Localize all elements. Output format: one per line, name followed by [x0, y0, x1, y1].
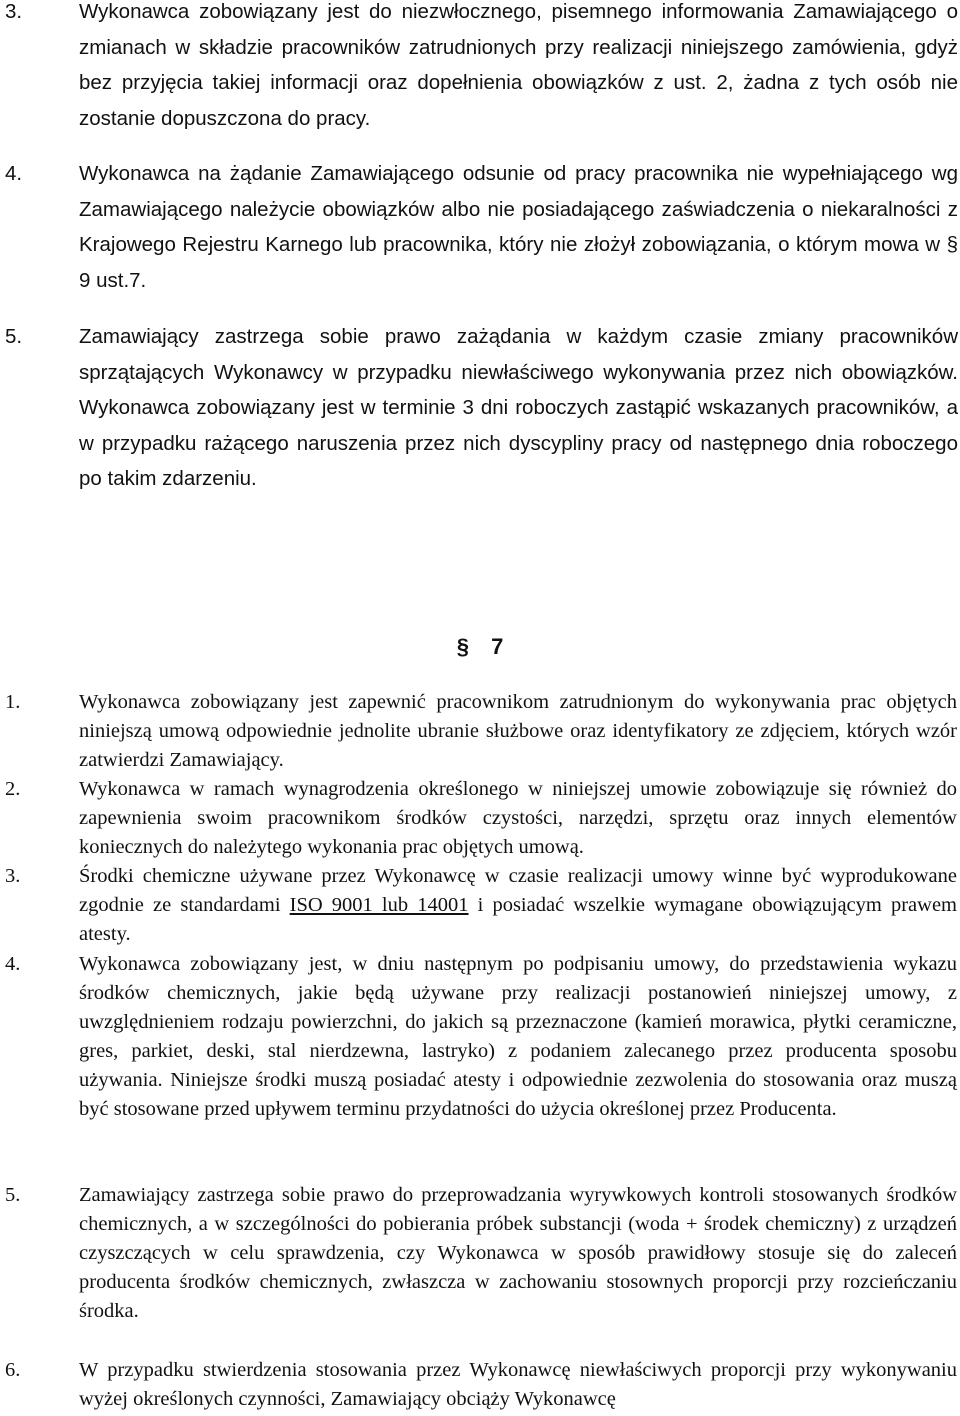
item-text: Wykonawca zobowiązany jest do niezwłocznego, pisemnego informowania Zamawiającego o zmianach w składzie pracowników zatrudnionych przy realizacji niniejszego zamówienia, gdyż bez przyjęcia takiej informacji oraz dopełnienia obowiązków z ust. 2, żadna z tych osób nie zostanie dopuszczona do pracy.: [79, 0, 958, 130]
section-number: 7: [491, 634, 504, 659]
item-number: 1.: [5, 691, 21, 713]
list-item-1: [0, 688, 957, 775]
item-number: 3.: [5, 0, 23, 23]
item-text: Zamawiający zastrzega sobie prawo zażądania w każdym czasie zmiany pracowników sprzątających Wykonawcy w przypadku niewłaściwego wykonywania przez nich obowiązków. Wykonawca zobowiązany jest w terminie 3 dni roboczych zastąpić wskazanych pracowników, a w przypadku rażącego naruszenia przez nich dyscypliny pracy od następnego dnia roboczego po takim zdarzeniu.: [79, 325, 958, 490]
item-number: 2.: [5, 778, 21, 800]
item-text: Wykonawca zobowiązany jest zapewnić pracownikom zatrudnionym do wykonywania prac objętych niniejszą umową odpowiednie jednolite ubranie służbowe oraz identyfikatory ze zdjęciem, których wzór zatwierdzi Zamawiający.: [79, 691, 957, 771]
item-text: Wykonawca na żądanie Zamawiającego odsunie od pracy pracownika nie wypełniającego wg Zamawiającego należycie obowiązków albo nie posiadającego zaświadczenia o niekaralności z Krajowego Rejestru Karnego lub pracownika, który nie złożył zobowiązania, o którym mowa w § 9 ust.7.: [79, 162, 958, 292]
item-text: Wykonawca w ramach wynagrodzenia określonego w niniejszej umowie zobowiązuje się również do zapewnienia swoim pracownikom środków czystości, narzędzi, sprzętu oraz innych elementów koniecznych do należytego wykonania prac objętych umową.: [79, 778, 957, 858]
item-number: 5.: [5, 325, 23, 348]
item-text: W przypadku stwierdzenia stosowania przez Wykonawcę niewłaściwych proporcji przy wykonywaniu wyżej określonych czynności, Zamawiający obciąży Wykonawcę: [79, 1359, 957, 1410]
item-number: 3.: [5, 865, 21, 887]
item-text: Zamawiający zastrzega sobie prawo do przeprowadzania wyrywkowych kontroli stosowanych środków chemicznych, a w szczególności do pobierania próbek substancji (woda + środek chemiczny) z urządzeń czyszczących w celu sprawdzenia, czy Wykonawca w sposób prawidłowy stosuje się do zaleceń producenta środków chemicznych, zwłaszcza w zachowaniu stosownych proporcji przy rozcieńczaniu środka.: [79, 1184, 957, 1322]
list-item-3: [0, 862, 957, 949]
section-heading: [0, 632, 960, 662]
item-number: 4.: [5, 162, 23, 185]
list-item-2: [0, 775, 957, 862]
section-symbol: §: [456, 634, 469, 659]
list-item-4: [0, 950, 957, 1124]
item-text-part: Środki chemiczne używane przez Wykonawcę w czasie realizacji umowy winne być wyprodukowane zgodnie ze standardami: [79, 865, 957, 916]
item-text: [79, 862, 957, 949]
iso-standard-reference: ISO 9001 lub 14001: [289, 894, 469, 916]
item-text-part: i posiadać wszelkie wymagane obowiązującym prawem atesty.: [79, 894, 958, 945]
item-number: 5.: [5, 1184, 21, 1206]
list-item-top-5: [0, 319, 958, 497]
list-item-5: [0, 1181, 957, 1326]
list-item-6: [0, 1356, 957, 1414]
list-item-top-3: [0, 0, 958, 136]
list-item-top-4: [0, 156, 958, 298]
item-number: 6.: [5, 1359, 21, 1381]
item-number: 4.: [5, 953, 21, 975]
item-text: Wykonawca zobowiązany jest, w dniu następnym po podpisaniu umowy, do przedstawienia wykazu środków chemicznych, jakie będą używane przy realizacji postanowień niniejszej umowy, z uwzględnieniem rodzaju powierzchni, do jakich są przeznaczone (kamień morawica, płytki ceramiczne, gres, parkiet, deski, stal nierdzewna, lastryko) z podaniem zalecanego przez producenta sposobu używania. Niniejsze środki muszą posiadać atesty i odpowiednie zezwolenia do stosowania oraz muszą być stosowane przed upływem terminu przydatności do użycia określonej przez Producenta.: [79, 953, 957, 1120]
